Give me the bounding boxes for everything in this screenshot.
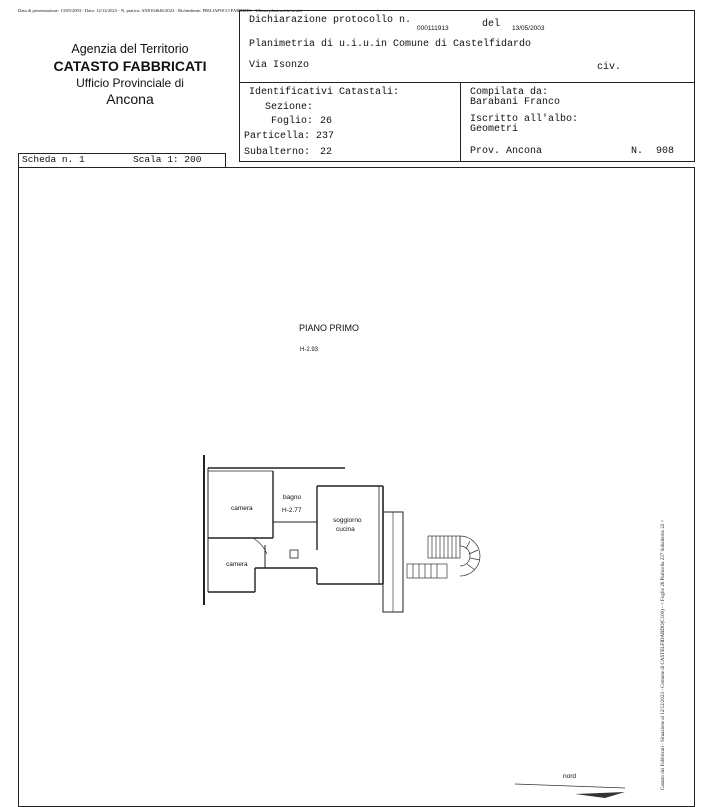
declaration-label: Dichiarazione protocollo n.	[249, 15, 412, 26]
room-label-soggiorno: soggiorno	[333, 517, 362, 524]
province-label: Prov. Ancona	[470, 146, 543, 157]
room-label-camera-2: camera	[226, 561, 248, 568]
scheda-label: Scheda n. 1	[22, 154, 85, 165]
albo-value: Geometri	[470, 124, 519, 135]
planimetria-line: Planimetria di u.i.u.in Comune di Castelfidardo	[249, 39, 532, 50]
agency-block	[40, 42, 220, 107]
declaration-del-label: del	[482, 19, 501, 30]
room-label-bagno: bagno	[283, 494, 302, 501]
compiler-title: Compilata da:	[470, 87, 549, 98]
scale-label: Scala 1: 200	[133, 154, 202, 165]
north-arrow-icon	[515, 776, 635, 800]
compiler-name: Barabani Franco	[470, 97, 561, 108]
room-label-camera-1: camera	[231, 505, 253, 512]
floor-title: PIANO PRIMO	[299, 323, 360, 333]
registration-n-label: N.	[631, 146, 644, 157]
declaration-number: 000111913	[417, 25, 449, 32]
floor-height: H-2.93	[300, 347, 319, 353]
particella-value: 237	[316, 131, 335, 142]
submission-info-line: Data di presentazione: 13/05/2003 - Data: 12/12/2023 - N. pratica: AN0104646/2023 - Richiedente: FRILIAPOCO FABRIZIO - Ultima planimetria in atti	[18, 8, 302, 13]
office-label: Ufficio Provinciale di	[76, 76, 184, 90]
sezione-label: Sezione:	[265, 102, 314, 113]
subalterno-label: Subalterno:	[244, 147, 311, 158]
foglio-value: 26	[320, 116, 333, 127]
floor-plan	[195, 450, 495, 620]
address: Via Isonzo	[249, 60, 310, 71]
room-label-cucina: cucina	[336, 526, 355, 533]
side-vertical-text	[661, 519, 666, 790]
albo-label: Iscritto all'albo:	[470, 114, 579, 125]
north-label: nord	[563, 773, 577, 780]
particella-label: Particella:	[244, 131, 311, 142]
room-label-bagno-height: H-2.77	[282, 507, 302, 514]
agency-name: Agenzia del Territorio	[71, 42, 189, 56]
civ-label: civ.	[597, 62, 622, 73]
side-text: Catasto dei Fabbricati - Situazione al 12/12/2023 - Comune di CASTELFIDARDO(C100) - < Foglio 26 Particella 237 Subalterno 22 >	[661, 519, 666, 790]
office-city: Ancona	[106, 91, 154, 107]
foglio-label: Foglio:	[271, 116, 314, 127]
identifiers-title: Identificativi Catastali:	[249, 87, 400, 98]
declaration-date: 13/05/2003	[512, 25, 545, 32]
catasto-fabbricati-title: CATASTO FABBRICATI	[53, 58, 207, 74]
subalterno-value: 22	[320, 147, 333, 158]
registration-n-value: 908	[656, 146, 675, 157]
